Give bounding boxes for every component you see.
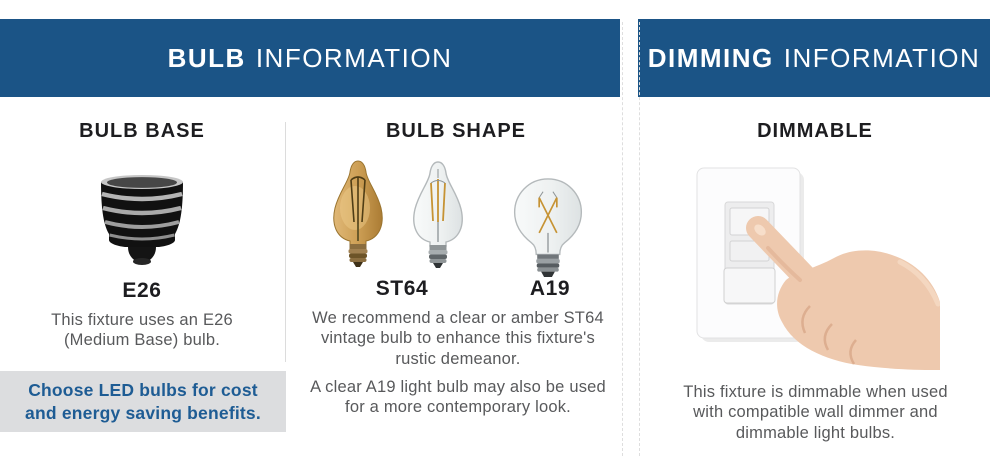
bulb-header-bold: BULB xyxy=(167,42,246,73)
e26-label: E26 xyxy=(122,279,162,302)
amber-st64-bulb-image xyxy=(322,158,394,270)
dimming-information-header xyxy=(638,19,990,97)
bulb-shape-heading: BULB SHAPE xyxy=(385,120,526,142)
bulb-shape-alternative: A clear A19 light bulb may also be used for a more contemporary look. xyxy=(310,378,606,417)
led-tip-text: Choose LED bulbs for cost and energy saving benefits. xyxy=(25,379,261,423)
dimmer-switch-with-hand-image xyxy=(690,158,940,370)
bulb-shape-recommendation: We recommend a clear or amber ST64 vintage bulb to enhance this fixture's rustic demeanor. xyxy=(312,309,604,368)
bulb-base-description: This fixture uses an E26 (Medium Base) bulb. xyxy=(51,311,233,350)
bulb-base-heading: BULB BASE xyxy=(79,120,205,142)
st64-label: ST64 xyxy=(375,277,429,300)
dimming-header-bold: DIMMING xyxy=(647,42,774,73)
section-divider-left xyxy=(622,22,623,456)
bulb-information-header xyxy=(0,19,620,97)
clear-st64-bulb-image xyxy=(402,159,474,271)
column-divider xyxy=(285,122,286,362)
dimmable-description: This fixture is dimmable when used with compatible wall dimmer and dimmable light bulbs. xyxy=(683,383,948,442)
e26-screw-base-image xyxy=(92,172,192,268)
dimmable-heading: DIMMABLE xyxy=(757,120,873,142)
a19-label: A19 xyxy=(529,277,571,300)
section-divider-right xyxy=(639,22,640,456)
clear-a19-bulb-image xyxy=(508,176,588,280)
bulb-header-regular: INFORMATION xyxy=(255,42,453,73)
dimming-header-regular: INFORMATION xyxy=(783,42,981,73)
led-tip-box xyxy=(0,371,286,432)
